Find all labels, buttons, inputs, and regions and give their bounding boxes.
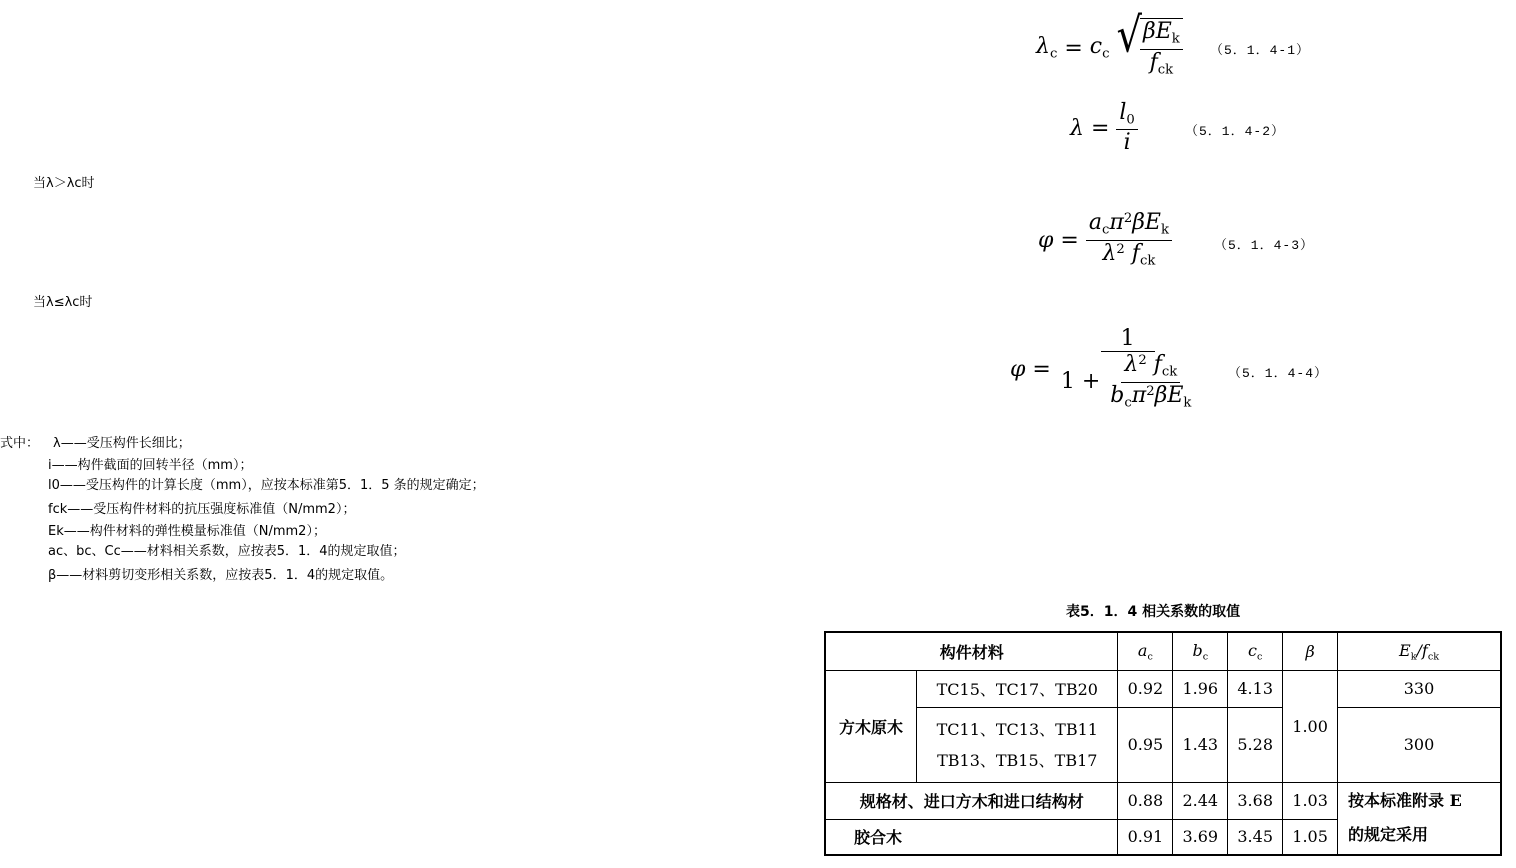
condition-lambda-less-equal: 当λ≤λc时 (33, 295, 93, 310)
legend-intro: 式中： (0, 436, 40, 451)
coefficient-table (824, 631, 1502, 856)
condition-lambda-greater: 当λ＞λc时 (33, 176, 95, 191)
equation-number-3: （5．1．4-3） (1214, 238, 1315, 253)
beta-cell: 1.05 (1283, 819, 1338, 855)
bc-cell: 3.69 (1173, 819, 1228, 855)
material-cell: TC11、TC13、TB11 TB13、TB15、TB17 (917, 707, 1118, 782)
bc-cell: 1.96 (1173, 670, 1228, 707)
ac-cell: 0.91 (1118, 819, 1173, 855)
group-label-sawn-round-timber: 方木原木 (825, 670, 917, 782)
ac-cell: 0.92 (1118, 670, 1173, 707)
table-title: 表5．1．4 相关系数的取值 (1066, 604, 1241, 620)
ac-cell: 0.88 (1118, 782, 1173, 819)
header-bc: $b_c$ (1173, 632, 1228, 670)
cc-cell: 4.13 (1228, 670, 1283, 707)
legend-abc: ac、bc、Cc——材料相关系数，应按表5．1．4的规定取值； (48, 544, 406, 559)
ekfck-appendix-cell: 按本标准附录 E 的规定采用 (1338, 782, 1501, 855)
material-cell: 规格材、进口方木和进口结构材 (825, 782, 1118, 819)
table-row (825, 782, 1501, 819)
header-material: 构件材料 (825, 632, 1118, 670)
table-row (825, 670, 1501, 707)
legend-i: i——构件截面的回转半径（mm）； (48, 458, 253, 473)
equation-5-1-4-4: φ = 1 1 + $\frac{\lambda^2 f_{ck}}{b_c\pi^2\beta E_k}$ (1010, 326, 1192, 411)
equation-number-4: （5．1．4-4） (1228, 366, 1329, 381)
equation-number-1: （5．1．4-1） (1210, 43, 1311, 58)
header-beta: β (1283, 632, 1338, 670)
legend-beta: β——材料剪切变形相关系数，应按表5．1．4的规定取值。 (48, 568, 394, 583)
header-ac: $a_c$ (1118, 632, 1173, 670)
beta-cell: 1.03 (1283, 782, 1338, 819)
cc-cell: 5.28 (1228, 707, 1283, 782)
ekfck-cell: 300 (1338, 707, 1501, 782)
ekfck-cell: 330 (1338, 670, 1501, 707)
bc-cell: 2.44 (1173, 782, 1228, 819)
cc-cell: 3.45 (1228, 819, 1283, 855)
material-cell: 胶合木 (825, 819, 1118, 855)
cc-cell: 3.68 (1228, 782, 1283, 819)
equation-number-2: （5．1．4-2） (1185, 124, 1286, 139)
equation-5-1-4-1: $\lambda_c$ = $c_c$ √ $\frac{\beta E_k}{f_{ck}}$ (1036, 20, 1183, 76)
header-ekfck: $E_k/f_{ck}$ (1338, 632, 1501, 670)
table-row (825, 707, 1501, 782)
equation-5-1-4-3: φ = $\frac{a_c\pi^2\beta E_k}{\lambda^2 f_{ck}}$ (1038, 212, 1172, 268)
ac-cell: 0.95 (1118, 707, 1173, 782)
legend-fck: fck——受压构件材料的抗压强度标准值（N/mm2）； (48, 502, 356, 517)
legend-ek: Ek——构件材料的弹性模量标准值（N/mm2）； (48, 524, 326, 539)
beta-cell: 1.00 (1283, 670, 1338, 782)
legend-lambda: λ——受压构件长细比； (53, 436, 191, 451)
equation-5-1-4-2: λ = $\frac{l_0}{i}$ (1070, 102, 1138, 154)
material-cell: TC15、TC17、TB20 (917, 670, 1118, 707)
header-cc: $c_c$ (1228, 632, 1283, 670)
bc-cell: 1.43 (1173, 707, 1228, 782)
legend-l0: l0——受压构件的计算长度（mm），应按本标准第5．1．5 条的规定确定； (48, 478, 485, 493)
